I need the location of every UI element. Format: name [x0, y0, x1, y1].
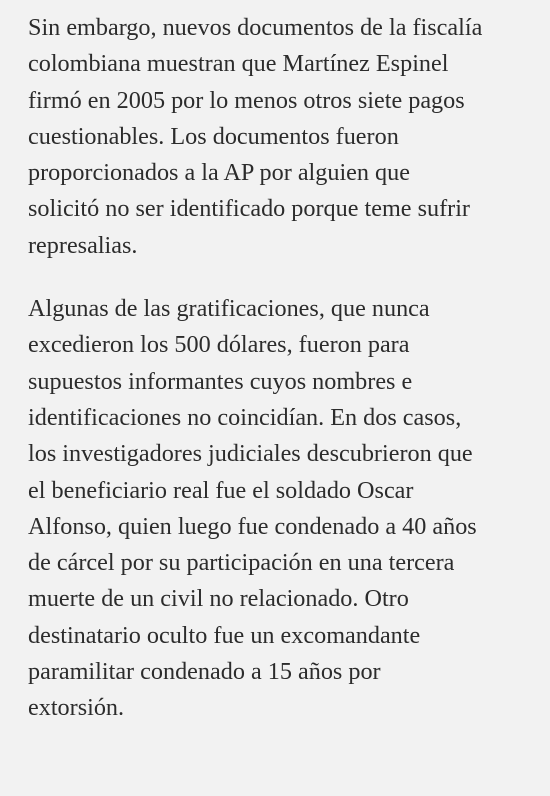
paragraph-line: cuestionables. Los documentos fueron — [28, 122, 399, 150]
paragraph-line: firmó en 2005 por lo menos otros siete pagos — [28, 86, 465, 114]
paragraph-line: proporcionados a la AP por alguien que — [28, 159, 410, 187]
paragraph-line: paramilitar condenado a 15 años por — [28, 658, 381, 686]
paragraph-line: de cárcel por su participación en una tercera — [28, 549, 455, 577]
paragraph-line: solicitó no ser identificado porque teme sufrir — [28, 195, 470, 223]
paragraph-line: Alfonso, quien luego fue condenado a 40 años — [28, 512, 477, 540]
paragraph-line: destinatario oculto fue un excomandante — [28, 621, 421, 649]
paragraph-line: supuestos informantes cuyos nombres e — [28, 367, 413, 395]
paragraph-line: Sin embargo, nuevos documentos de la fiscalía — [28, 14, 483, 41]
paragraph-line: colombiana muestran que Martínez Espinel — [28, 50, 449, 78]
paragraph-2 — [28, 291, 528, 727]
paragraph-line: excedieron los 500 dólares, fueron para — [28, 331, 410, 359]
paragraph-line: los investigadores judiciales descubrieron que — [28, 440, 473, 468]
paragraph-line: el beneficiario real fue el soldado Oscar — [28, 476, 414, 504]
paragraph-line: muerte de un civil no relacionado. Otro — [28, 585, 409, 613]
paragraph-line: identificaciones no coincidían. En dos casos, — [28, 403, 462, 431]
paragraph-1 — [28, 10, 528, 264]
paragraph-line: represalias. — [28, 231, 138, 259]
paragraph-line: Algunas de las gratificaciones, que nunca — [28, 295, 430, 323]
paragraph-line: extorsión. — [28, 694, 125, 722]
article-body — [28, 10, 528, 727]
